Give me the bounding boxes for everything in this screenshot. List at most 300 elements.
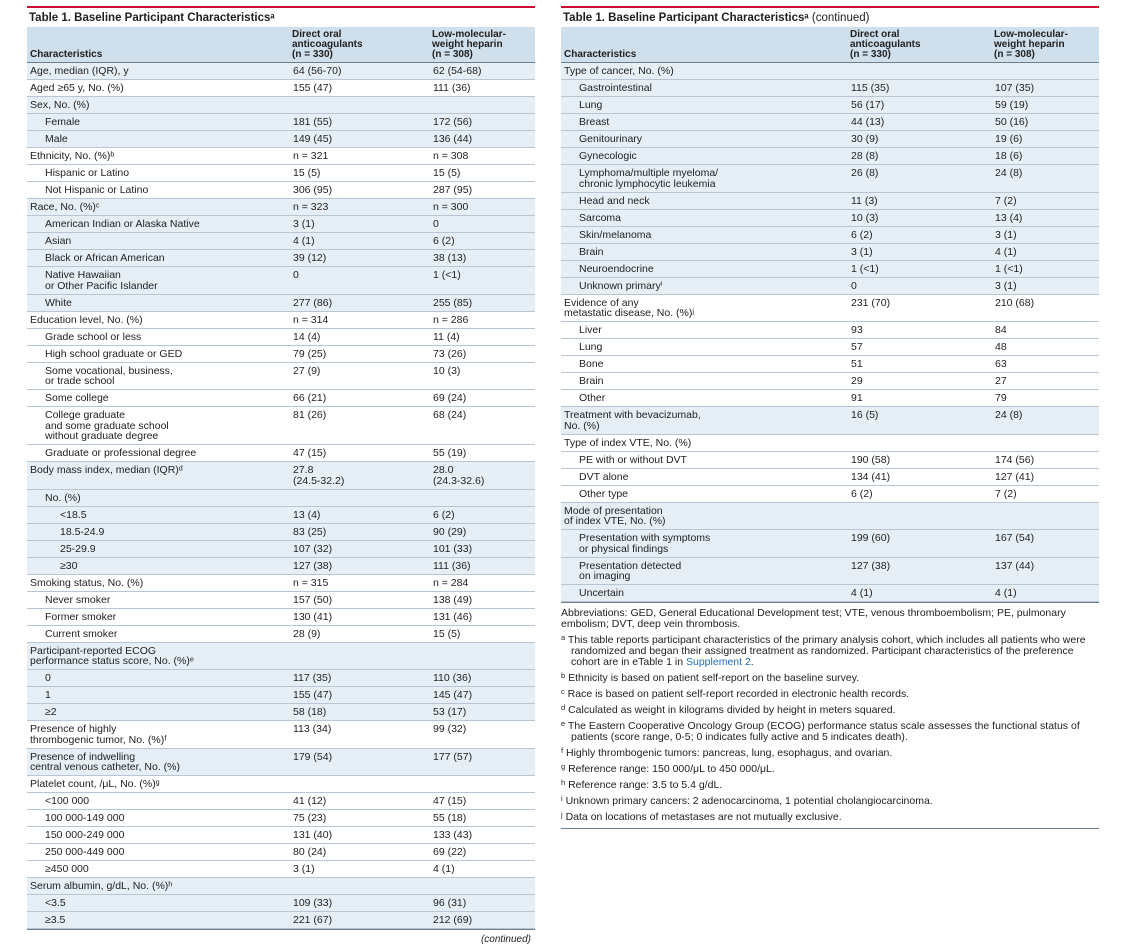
- row-label: PE with or without DVT: [561, 451, 847, 468]
- row-value-doac: 58 (18): [289, 704, 429, 721]
- table-right-title-text: Table 1. Baseline Participant Characteristicsᵃ: [563, 12, 809, 24]
- row-label: 0: [27, 670, 289, 687]
- footnote-mark: a: [561, 633, 566, 642]
- footnote-a: [561, 635, 1099, 668]
- row-value-lmwh: 145 (47): [429, 687, 535, 704]
- table-row: [27, 523, 535, 540]
- table-row: [561, 322, 1099, 339]
- row-value-lmwh: 255 (85): [429, 294, 535, 311]
- row-value-lmwh: 38 (13): [429, 250, 535, 267]
- row-value-doac: n = 323: [289, 199, 429, 216]
- table-row: [27, 557, 535, 574]
- row-value-doac: [289, 489, 429, 506]
- header-lmwh: Low-molecular- weight heparin (n = 308): [991, 27, 1099, 63]
- row-label: Neuroendocrine: [561, 260, 847, 277]
- table-row: [27, 131, 535, 148]
- row-value-doac: 157 (50): [289, 591, 429, 608]
- table-row: [27, 63, 535, 80]
- row-label: 150 000-249 000: [27, 827, 289, 844]
- table-row: [27, 445, 535, 462]
- row-label: Black or African American: [27, 250, 289, 267]
- row-value-doac: 1 (<1): [847, 260, 991, 277]
- row-label: Body mass index, median (IQR)ᵈ: [27, 462, 289, 490]
- row-label: Some college: [27, 390, 289, 407]
- row-label: Current smoker: [27, 625, 289, 642]
- row-value-lmwh: 59 (19): [991, 97, 1099, 114]
- row-value-lmwh: 62 (54-68): [429, 63, 535, 80]
- row-value-lmwh: 136 (44): [429, 131, 535, 148]
- table-row: [27, 810, 535, 827]
- row-label: Never smoker: [27, 591, 289, 608]
- row-value-lmwh: 13 (4): [991, 209, 1099, 226]
- row-label: Some vocational, business, or trade school: [27, 362, 289, 390]
- supplement-link[interactable]: Supplement 2: [686, 656, 751, 668]
- row-value-doac: 16 (5): [847, 407, 991, 435]
- row-value-doac: 3 (1): [847, 243, 991, 260]
- row-label: Hispanic or Latino: [27, 165, 289, 182]
- row-value-doac: 3 (1): [289, 216, 429, 233]
- row-value-doac: 0: [847, 277, 991, 294]
- row-value-doac: 13 (4): [289, 506, 429, 523]
- table-row: [561, 339, 1099, 356]
- footnote-mark: f: [561, 746, 564, 755]
- row-value-doac: 277 (86): [289, 294, 429, 311]
- row-value-lmwh: 79: [991, 390, 1099, 407]
- row-label: Male: [27, 131, 289, 148]
- row-label: Graduate or professional degree: [27, 445, 289, 462]
- row-value-lmwh: 47 (15): [429, 793, 535, 810]
- table-row: [561, 226, 1099, 243]
- row-value-lmwh: 1 (<1): [429, 267, 535, 295]
- table-row: [27, 844, 535, 861]
- row-value-lmwh: n = 286: [429, 311, 535, 328]
- footnote-mark: h: [561, 778, 566, 787]
- table-row: [27, 574, 535, 591]
- row-value-doac: 41 (12): [289, 793, 429, 810]
- row-label: Lung: [561, 339, 847, 356]
- row-value-doac: 28 (8): [847, 148, 991, 165]
- table-row: [27, 390, 535, 407]
- row-value-lmwh: 212 (69): [429, 912, 535, 929]
- row-value-lmwh: 0: [429, 216, 535, 233]
- row-label: Evidence of any metastatic disease, No. (%)ʲ: [561, 294, 847, 322]
- table-row: [561, 63, 1099, 80]
- row-value-lmwh: 131 (46): [429, 608, 535, 625]
- row-value-lmwh: [429, 489, 535, 506]
- row-value-lmwh: 15 (5): [429, 625, 535, 642]
- table-row: [561, 468, 1099, 485]
- row-label: Race, No. (%)ᶜ: [27, 199, 289, 216]
- row-value-lmwh: n = 300: [429, 199, 535, 216]
- table-row: [561, 277, 1099, 294]
- row-value-doac: 117 (35): [289, 670, 429, 687]
- row-value-doac: 79 (25): [289, 345, 429, 362]
- row-label: Type of cancer, No. (%): [561, 63, 847, 80]
- footnote-g: [561, 764, 1099, 775]
- row-value-lmwh: 3 (1): [991, 277, 1099, 294]
- footnote-text: Reference range: 3.5 to 5.4 g/dL.: [568, 779, 723, 791]
- row-value-doac: 181 (55): [289, 114, 429, 131]
- row-value-lmwh: 3 (1): [991, 226, 1099, 243]
- table-row: [27, 793, 535, 810]
- row-label: Brain: [561, 243, 847, 260]
- row-value-doac: 6 (2): [847, 226, 991, 243]
- table-row: [561, 209, 1099, 226]
- row-label: Breast: [561, 114, 847, 131]
- footnote-abbreviations: Abbreviations: GED, General Educational Development test; VTE, venous thromboembolism; PE, pulmonary embolism; DVT, deep vein thrombosis.: [561, 607, 1066, 630]
- table-row: [561, 502, 1099, 530]
- row-value-lmwh: 4 (1): [991, 243, 1099, 260]
- table-row: [27, 608, 535, 625]
- table-right: [561, 27, 1099, 602]
- table-row: [561, 243, 1099, 260]
- row-value-lmwh: [429, 97, 535, 114]
- row-value-doac: 29: [847, 373, 991, 390]
- row-value-lmwh: 99 (32): [429, 721, 535, 749]
- row-value-doac: 115 (35): [847, 80, 991, 97]
- row-value-lmwh: 50 (16): [991, 114, 1099, 131]
- table-left-header-row: [27, 27, 535, 63]
- row-value-doac: 231 (70): [847, 294, 991, 322]
- row-value-lmwh: 210 (68): [991, 294, 1099, 322]
- table-row: [27, 250, 535, 267]
- footnote-j: [561, 812, 1099, 823]
- footnote-mark: b: [561, 671, 566, 680]
- row-value-doac: 221 (67): [289, 912, 429, 929]
- table-row: [27, 642, 535, 670]
- table-row: [27, 506, 535, 523]
- table-left: [27, 27, 535, 929]
- row-value-lmwh: 101 (33): [429, 540, 535, 557]
- row-value-lmwh: 7 (2): [991, 192, 1099, 209]
- table-row: [27, 540, 535, 557]
- table-row: [27, 776, 535, 793]
- table-row: [27, 861, 535, 878]
- table-row: [27, 362, 535, 390]
- table-row: [561, 390, 1099, 407]
- row-label: 250 000-449 000: [27, 844, 289, 861]
- table-row: [561, 192, 1099, 209]
- row-value-lmwh: 96 (31): [429, 895, 535, 912]
- row-label: Grade school or less: [27, 328, 289, 345]
- table-right-title: [561, 6, 1099, 27]
- footnote-mark: c: [561, 687, 565, 696]
- row-label: High school graduate or GED: [27, 345, 289, 362]
- row-label: Type of index VTE, No. (%): [561, 434, 847, 451]
- row-value-doac: 6 (2): [847, 485, 991, 502]
- row-value-doac: [289, 97, 429, 114]
- header-lmwh: Low-molecular- weight heparin (n = 308): [429, 27, 535, 63]
- row-value-lmwh: [991, 434, 1099, 451]
- table-row: [27, 311, 535, 328]
- row-value-doac: 27 (9): [289, 362, 429, 390]
- row-label: Lymphoma/multiple myeloma/ chronic lymphocytic leukemia: [561, 165, 847, 193]
- row-value-lmwh: 107 (35): [991, 80, 1099, 97]
- row-value-doac: 56 (17): [847, 97, 991, 114]
- footnote-text: Unknown primary cancers: 2 adenocarcinoma, 1 potential cholangiocarcinoma.: [565, 795, 933, 807]
- table-row: [27, 114, 535, 131]
- row-value-doac: [847, 63, 991, 80]
- table-row: [561, 148, 1099, 165]
- footnote-e: [561, 721, 1099, 743]
- row-value-doac: 83 (25): [289, 523, 429, 540]
- row-value-doac: 4 (1): [289, 233, 429, 250]
- row-value-lmwh: 24 (8): [991, 407, 1099, 435]
- header-characteristics: Characteristics: [27, 27, 289, 63]
- row-label: American Indian or Alaska Native: [27, 216, 289, 233]
- footnote-i: [561, 796, 1099, 807]
- row-value-doac: 0: [289, 267, 429, 295]
- row-value-doac: [847, 502, 991, 530]
- row-value-lmwh: n = 284: [429, 574, 535, 591]
- table-right-title-suffix: (continued): [808, 12, 870, 24]
- row-value-doac: n = 315: [289, 574, 429, 591]
- row-value-doac: 4 (1): [847, 585, 991, 602]
- row-value-lmwh: 4 (1): [429, 861, 535, 878]
- row-value-doac: 47 (15): [289, 445, 429, 462]
- table-left-column: [27, 6, 535, 945]
- row-value-doac: 155 (47): [289, 687, 429, 704]
- header-doac: Direct oral anticoagulants (n = 330): [289, 27, 429, 63]
- row-value-doac: [289, 642, 429, 670]
- row-label: Platelet count, /μL, No. (%)ᵍ: [27, 776, 289, 793]
- row-value-lmwh: 111 (36): [429, 80, 535, 97]
- row-value-doac: 127 (38): [847, 557, 991, 585]
- footnote-mark: g: [561, 762, 566, 771]
- row-label: Female: [27, 114, 289, 131]
- table-row: [27, 216, 535, 233]
- row-value-doac: 306 (95): [289, 182, 429, 199]
- row-value-lmwh: [429, 776, 535, 793]
- table-right-column: [561, 6, 1099, 829]
- table-row: [27, 489, 535, 506]
- row-value-doac: 14 (4): [289, 328, 429, 345]
- row-value-doac: 80 (24): [289, 844, 429, 861]
- table-row: [27, 827, 535, 844]
- table-row: [27, 199, 535, 216]
- row-value-doac: n = 314: [289, 311, 429, 328]
- row-value-doac: 93: [847, 322, 991, 339]
- footnotes: [561, 603, 1099, 829]
- row-value-lmwh: [991, 63, 1099, 80]
- row-value-lmwh: 10 (3): [429, 362, 535, 390]
- row-value-doac: 127 (38): [289, 557, 429, 574]
- row-value-doac: 28 (9): [289, 625, 429, 642]
- table-row: [27, 591, 535, 608]
- row-label: ≥2: [27, 704, 289, 721]
- footnote-text: Highly thrombogenic tumors: pancreas, lung, esophagus, and ovarian.: [566, 747, 893, 759]
- row-label: Presentation detected on imaging: [561, 557, 847, 585]
- row-value-lmwh: 127 (41): [991, 468, 1099, 485]
- table-row: [561, 407, 1099, 435]
- row-label: Liver: [561, 322, 847, 339]
- row-value-lmwh: 1 (<1): [991, 260, 1099, 277]
- row-label: Lung: [561, 97, 847, 114]
- table-row: [27, 294, 535, 311]
- table-row: [27, 462, 535, 490]
- table-row: [561, 530, 1099, 558]
- row-value-doac: 81 (26): [289, 407, 429, 445]
- row-value-doac: 107 (32): [289, 540, 429, 557]
- table-row: [27, 721, 535, 749]
- row-value-lmwh: 27: [991, 373, 1099, 390]
- row-value-lmwh: 138 (49): [429, 591, 535, 608]
- row-value-lmwh: 137 (44): [991, 557, 1099, 585]
- footnote-d: [561, 705, 1099, 716]
- row-value-doac: 149 (45): [289, 131, 429, 148]
- row-label: Brain: [561, 373, 847, 390]
- row-value-doac: 27.8 (24.5-32.2): [289, 462, 429, 490]
- row-value-lmwh: 19 (6): [991, 131, 1099, 148]
- row-label: 100 000-149 000: [27, 810, 289, 827]
- row-value-lmwh: 7 (2): [991, 485, 1099, 502]
- footnote-b: [561, 673, 1099, 684]
- footnote-text: Ethnicity is based on patient self-report on the baseline survey.: [568, 672, 860, 684]
- row-value-lmwh: 55 (18): [429, 810, 535, 827]
- footnote-text: Calculated as weight in kilograms divided by height in meters squared.: [568, 704, 896, 716]
- row-value-lmwh: 111 (36): [429, 557, 535, 574]
- row-value-lmwh: 90 (29): [429, 523, 535, 540]
- table-row: [561, 80, 1099, 97]
- footnote-mark: d: [561, 703, 566, 712]
- row-label: Unknown primaryⁱ: [561, 277, 847, 294]
- row-label: Serum albumin, g/dL, No. (%)ʰ: [27, 878, 289, 895]
- row-value-lmwh: 167 (54): [991, 530, 1099, 558]
- footnote-text: Reference range: 150 000/μL to 450 000/μL.: [568, 763, 775, 775]
- table-row: [27, 267, 535, 295]
- row-value-doac: 75 (23): [289, 810, 429, 827]
- row-value-doac: 3 (1): [289, 861, 429, 878]
- row-value-doac: 11 (3): [847, 192, 991, 209]
- row-value-lmwh: 18 (6): [991, 148, 1099, 165]
- row-label: Genitourinary: [561, 131, 847, 148]
- row-value-doac: 130 (41): [289, 608, 429, 625]
- row-label: No. (%): [27, 489, 289, 506]
- row-label: Sex, No. (%): [27, 97, 289, 114]
- row-label: Sarcoma: [561, 209, 847, 226]
- table-row: [27, 233, 535, 250]
- row-label: ≥450 000: [27, 861, 289, 878]
- header-doac: Direct oral anticoagulants (n = 330): [847, 27, 991, 63]
- row-value-doac: [289, 776, 429, 793]
- row-value-doac: 179 (54): [289, 748, 429, 776]
- footnote-text: Race is based on patient self-report recorded in electronic health records.: [567, 688, 910, 700]
- row-value-doac: 51: [847, 356, 991, 373]
- row-value-lmwh: [429, 878, 535, 895]
- row-label: Head and neck: [561, 192, 847, 209]
- table-row: [561, 97, 1099, 114]
- table-row: [27, 625, 535, 642]
- table-row: [561, 131, 1099, 148]
- row-value-lmwh: [429, 642, 535, 670]
- footnote-mark: e: [561, 719, 566, 728]
- footnote-f: [561, 748, 1099, 759]
- table-left-title: Table 1. Baseline Participant Characteristicsᵃ: [27, 6, 535, 27]
- footnote-h: [561, 780, 1099, 791]
- table-row: [27, 80, 535, 97]
- row-label: Gynecologic: [561, 148, 847, 165]
- row-value-doac: 131 (40): [289, 827, 429, 844]
- row-label: Former smoker: [27, 608, 289, 625]
- row-value-lmwh: 63: [991, 356, 1099, 373]
- row-label: Skin/melanoma: [561, 226, 847, 243]
- table-row: [561, 294, 1099, 322]
- row-label: ≥3.5: [27, 912, 289, 929]
- table-row: [27, 748, 535, 776]
- table-row: [561, 585, 1099, 602]
- row-label: White: [27, 294, 289, 311]
- row-label: Treatment with bevacizumab, No. (%): [561, 407, 847, 435]
- row-value-doac: 134 (41): [847, 468, 991, 485]
- row-label: Education level, No. (%): [27, 311, 289, 328]
- row-value-doac: 26 (8): [847, 165, 991, 193]
- table-row: [27, 97, 535, 114]
- row-value-lmwh: 174 (56): [991, 451, 1099, 468]
- table-row: [27, 895, 535, 912]
- row-value-lmwh: 110 (36): [429, 670, 535, 687]
- row-label: <100 000: [27, 793, 289, 810]
- row-label: Gastrointestinal: [561, 80, 847, 97]
- footnote-end: .: [750, 656, 754, 668]
- row-label: Aged ≥65 y, No. (%): [27, 80, 289, 97]
- row-value-lmwh: 287 (95): [429, 182, 535, 199]
- row-value-lmwh: 15 (5): [429, 165, 535, 182]
- footnote-text: The Eastern Cooperative Oncology Group (ECOG) performance status scale assesses the functional status of patients (score range, 0-5; 0 indicates fully active and 5 indicates death).: [567, 720, 1080, 743]
- row-label: Asian: [27, 233, 289, 250]
- footnote-text: Data on locations of metastases are not mutually exclusive.: [565, 811, 842, 823]
- row-label: 18.5-24.9: [27, 523, 289, 540]
- row-value-doac: 91: [847, 390, 991, 407]
- row-label: 1: [27, 687, 289, 704]
- table-right-header-row: [561, 27, 1099, 63]
- row-value-doac: [289, 878, 429, 895]
- row-value-doac: 155 (47): [289, 80, 429, 97]
- row-value-doac: 44 (13): [847, 114, 991, 131]
- row-value-lmwh: 73 (26): [429, 345, 535, 362]
- table-row: [561, 557, 1099, 585]
- row-label: <3.5: [27, 895, 289, 912]
- row-value-doac: 64 (56-70): [289, 63, 429, 80]
- row-label: Bone: [561, 356, 847, 373]
- row-value-doac: 113 (34): [289, 721, 429, 749]
- row-label: Presence of highly thrombogenic tumor, No. (%)ᶠ: [27, 721, 289, 749]
- row-value-doac: 39 (12): [289, 250, 429, 267]
- table-row: [561, 434, 1099, 451]
- footnote-c: [561, 689, 1099, 700]
- row-value-doac: 57: [847, 339, 991, 356]
- row-label: DVT alone: [561, 468, 847, 485]
- row-label: ≥30: [27, 557, 289, 574]
- row-value-doac: [847, 434, 991, 451]
- footnotes-bottom-rule: [561, 828, 1099, 829]
- table-row: [27, 182, 535, 199]
- footnote-mark: j: [561, 810, 563, 819]
- row-value-lmwh: 11 (4): [429, 328, 535, 345]
- footnote-list: [561, 673, 1099, 823]
- table-row: [561, 260, 1099, 277]
- row-label: Other: [561, 390, 847, 407]
- footnote-text: This table reports participant characteristics of the primary analysis cohort, which includes all patients who were randomized and began their assigned treatment as randomized. Participant characteristics of the preference cohort are in eTable 1 in: [567, 634, 1086, 668]
- row-label: Ethnicity, No. (%)ᵇ: [27, 148, 289, 165]
- footnote-mark: i: [561, 794, 563, 803]
- row-value-lmwh: 69 (24): [429, 390, 535, 407]
- table-row: [27, 328, 535, 345]
- row-label: Uncertain: [561, 585, 847, 602]
- row-value-doac: 190 (58): [847, 451, 991, 468]
- table-right-body: [561, 63, 1099, 602]
- table-left-body: [27, 63, 535, 929]
- table-row: [27, 165, 535, 182]
